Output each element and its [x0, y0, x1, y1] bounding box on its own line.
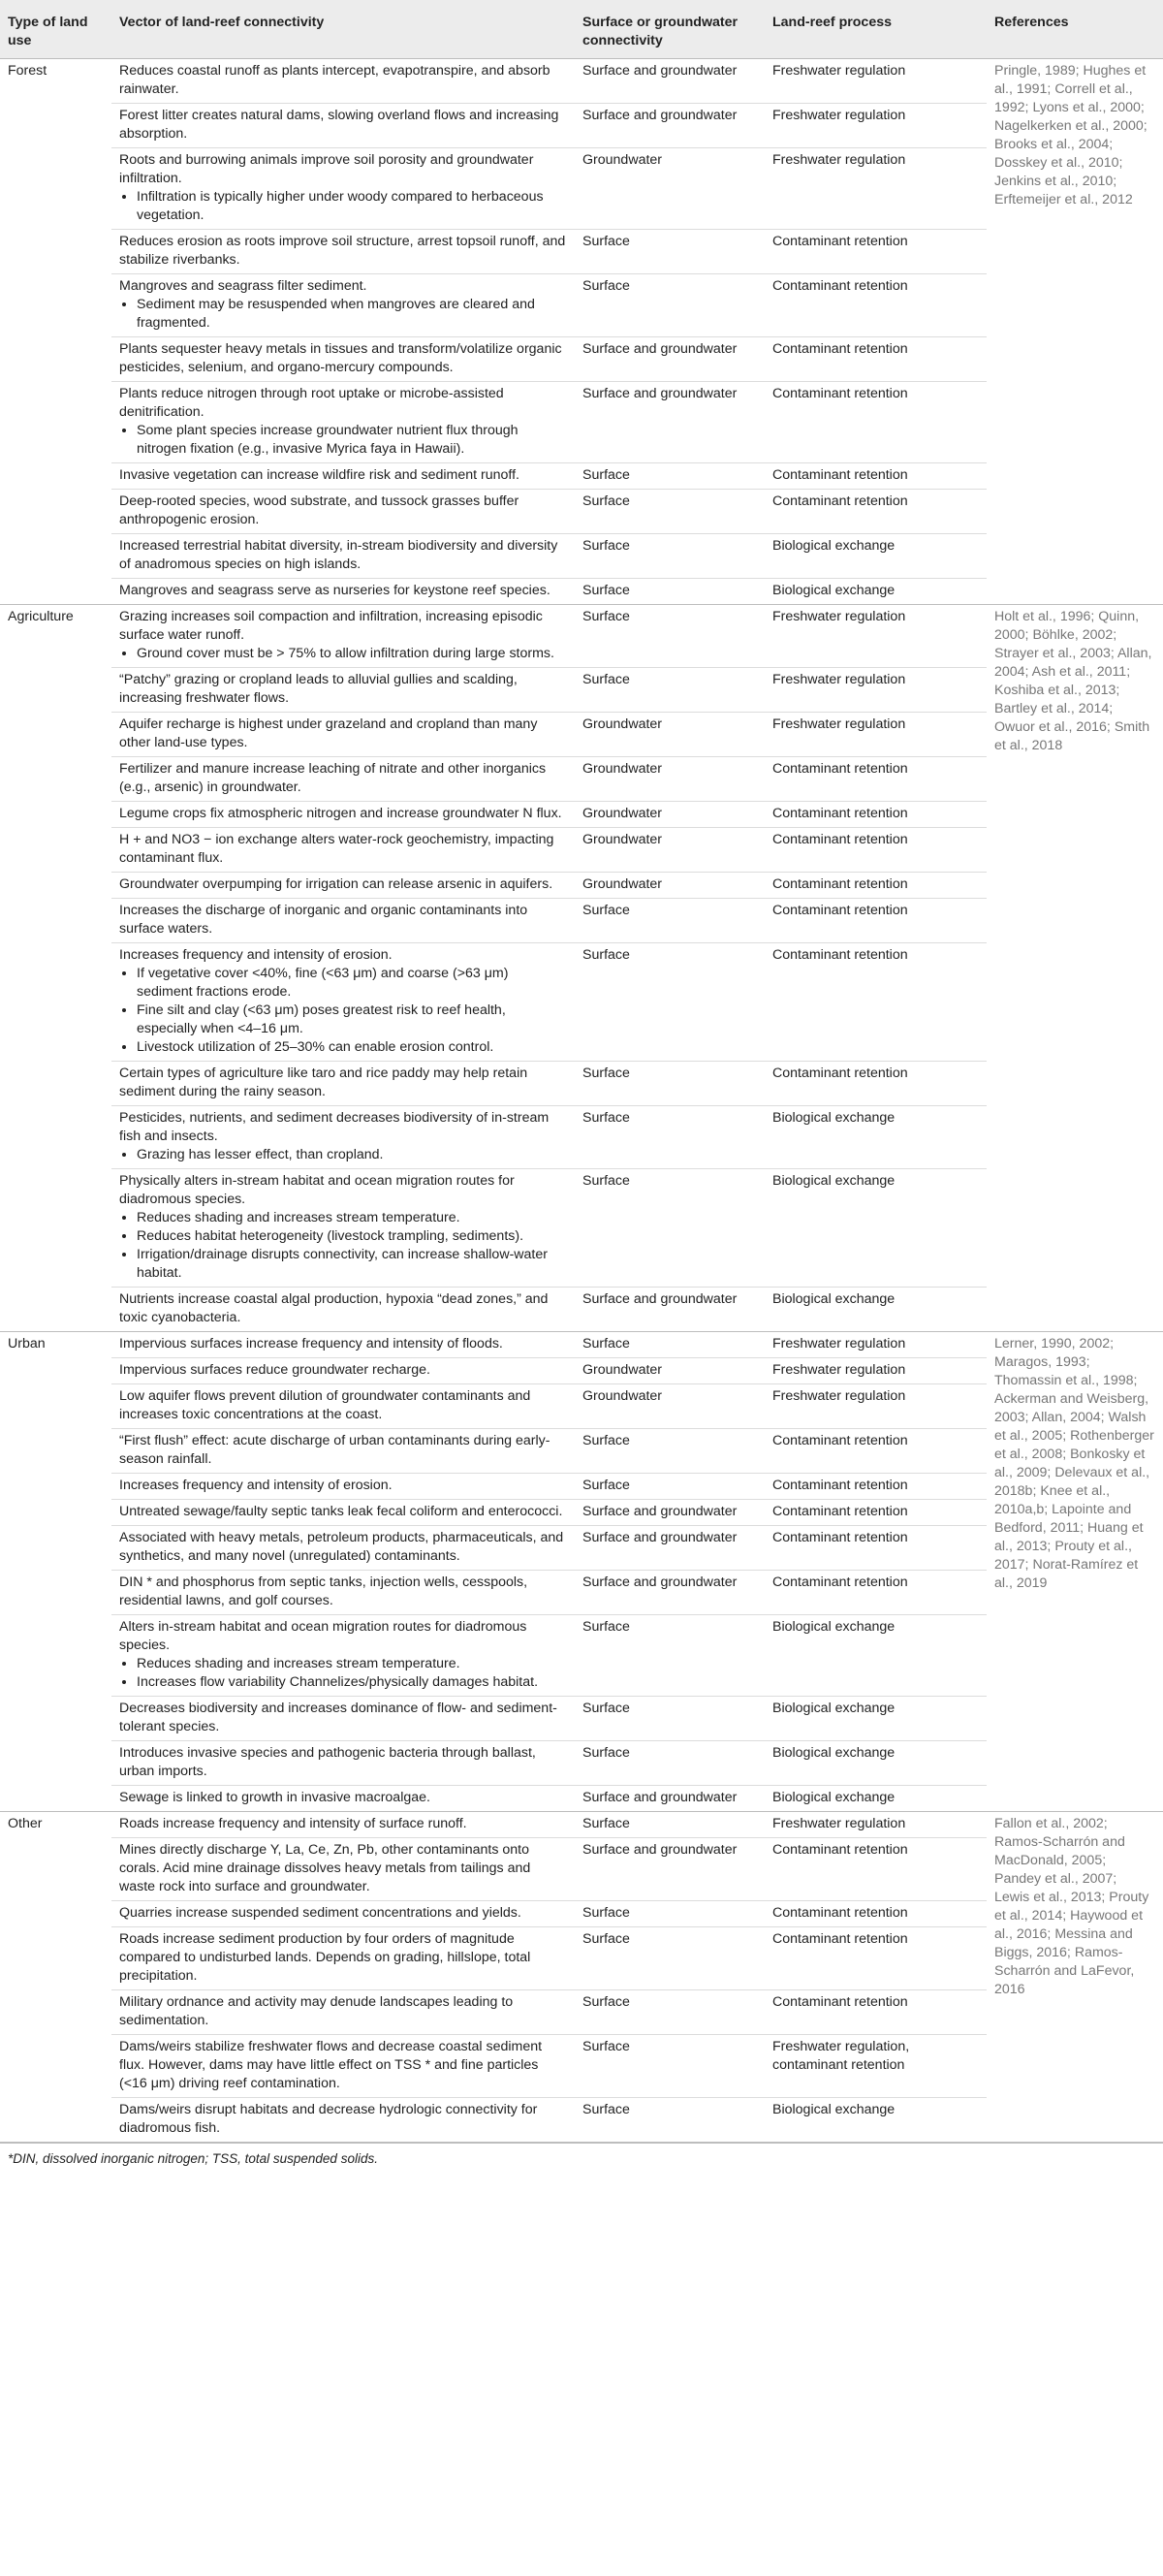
- vector-cell: [111, 1358, 575, 1384]
- vector-text: Introduces invasive species and pathogenic bacteria through ballast, urban imports.: [119, 1745, 536, 1779]
- vector-text: Impervious surfaces reduce groundwater recharge.: [119, 1362, 430, 1378]
- connectivity-cell: Groundwater: [575, 757, 765, 802]
- connectivity-cell: Groundwater: [575, 802, 765, 828]
- land-use-cell: Forest: [0, 59, 111, 605]
- table-row: [0, 605, 1163, 668]
- vector-text: Untreated sewage/faulty septic tanks leak fecal coliform and enterococci.: [119, 1504, 563, 1519]
- vector-cell: [111, 802, 575, 828]
- connectivity-cell: Surface and groundwater: [575, 1288, 765, 1332]
- vector-cell: [111, 1697, 575, 1741]
- vector-cell: [111, 1786, 575, 1812]
- process-cell: Freshwater regulation: [765, 1812, 987, 1838]
- vector-cell: [111, 1288, 575, 1332]
- process-cell: Biological exchange: [765, 1288, 987, 1332]
- connectivity-cell: Surface: [575, 1812, 765, 1838]
- bullet-item: • Increases flow variability Channelizes/physically damages habitat.: [137, 1673, 567, 1692]
- process-cell: Contaminant retention: [765, 1474, 987, 1500]
- process-cell: Freshwater regulation: [765, 1332, 987, 1358]
- process-cell: Biological exchange: [765, 579, 987, 605]
- process-cell: Freshwater regulation: [765, 1384, 987, 1429]
- process-cell: Contaminant retention: [765, 490, 987, 534]
- vector-text: Grazing increases soil compaction and infiltration, increasing episodic surface water runoff.: [119, 609, 543, 643]
- table-row: [0, 1812, 1163, 1838]
- vector-text: Roads increase sediment production by four orders of magnitude compared to undisturbed lands. Depends on grading, hillslope, total precipitation.: [119, 1931, 531, 1984]
- vector-text: Pesticides, nutrients, and sediment decreases biodiversity of in-stream fish and insects.: [119, 1110, 550, 1144]
- connectivity-cell: Groundwater: [575, 1358, 765, 1384]
- connectivity-cell: Surface and groundwater: [575, 104, 765, 148]
- vector-cell: [111, 1526, 575, 1571]
- vector-cell: [111, 274, 575, 337]
- land-use-cell: Other: [0, 1812, 111, 2143]
- connectivity-cell: Surface: [575, 230, 765, 274]
- process-cell: Biological exchange: [765, 1697, 987, 1741]
- vector-text: Physically alters in-stream habitat and ocean migration routes for diadromous species.: [119, 1173, 515, 1207]
- connectivity-cell: Surface: [575, 1106, 765, 1169]
- vector-text: Dams/weirs disrupt habitats and decrease hydrologic connectivity for diadromous fish.: [119, 2102, 538, 2136]
- table-row: [0, 1332, 1163, 1358]
- process-cell: Contaminant retention: [765, 382, 987, 463]
- process-cell: Contaminant retention: [765, 1429, 987, 1474]
- table-body: [0, 59, 1163, 2143]
- vector-cell: [111, 1812, 575, 1838]
- bullet-list: [119, 965, 567, 1057]
- vector-text: Deep-rooted species, wood substrate, and tussock grasses buffer anthropogenic erosion.: [119, 493, 519, 527]
- vector-text: Groundwater overpumping for irrigation can release arsenic in aquifers.: [119, 876, 553, 892]
- connectivity-cell: Surface: [575, 605, 765, 668]
- vector-text: Reduces coastal runoff as plants intercept, evapotranspire, and absorb rainwater.: [119, 63, 550, 97]
- bullet-list: [119, 296, 567, 333]
- connectivity-cell: Surface and groundwater: [575, 59, 765, 104]
- header-references: References: [987, 0, 1163, 59]
- process-cell: Biological exchange: [765, 1106, 987, 1169]
- bullet-item: • Grazing has lesser effect, than cropland.: [137, 1146, 567, 1164]
- connectivity-cell: Surface: [575, 463, 765, 490]
- vector-text: Associated with heavy metals, petroleum products, pharmaceuticals, and synthetics, and many novel (unregulated) contaminants.: [119, 1530, 564, 1564]
- vector-cell: [111, 1062, 575, 1106]
- header-vector: Vector of land-reef connectivity: [111, 0, 575, 59]
- vector-cell: [111, 463, 575, 490]
- bullet-item: • Livestock utilization of 25–30% can enable erosion control.: [137, 1038, 567, 1057]
- references-cell: Fallon et al., 2002; Ramos-Scharrón and MacDonald, 2005; Pandey et al., 2007; Lewis et al., 2013; Prouty et al., 2014; Haywood et al., 2016; Messina and Biggs, 2016; Ramos-Scharrón and LaFevor, 2016: [987, 1812, 1163, 2143]
- process-cell: Biological exchange: [765, 1741, 987, 1786]
- vector-cell: [111, 337, 575, 382]
- vector-cell: [111, 1332, 575, 1358]
- vector-text: Forest litter creates natural dams, slowing overland flows and increasing absorption.: [119, 108, 559, 142]
- vector-cell: [111, 899, 575, 943]
- vector-text: “First flush” effect: acute discharge of urban contaminants during early-season rainfall.: [119, 1433, 550, 1467]
- vector-text: Mangroves and seagrass serve as nurseries for keystone reef species.: [119, 583, 550, 598]
- connectivity-cell: Surface: [575, 579, 765, 605]
- process-cell: Contaminant retention: [765, 1901, 987, 1927]
- vector-text: “Patchy” grazing or cropland leads to alluvial gullies and scalding, increasing freshwater flows.: [119, 672, 518, 706]
- connectivity-cell: Surface: [575, 2035, 765, 2098]
- connectivity-cell: Surface: [575, 274, 765, 337]
- vector-text: Mines directly discharge Y, La, Ce, Zn, Pb, other contaminants onto corals. Acid mine drainage dissolves heavy metals from tailings and waste rock into surface and groundwater.: [119, 1842, 531, 1894]
- vector-cell: [111, 1384, 575, 1429]
- land-use-cell: Urban: [0, 1332, 111, 1812]
- process-cell: Contaminant retention: [765, 1526, 987, 1571]
- process-cell: Contaminant retention: [765, 274, 987, 337]
- process-cell: Contaminant retention: [765, 943, 987, 1062]
- connectivity-cell: Surface: [575, 1697, 765, 1741]
- connectivity-cell: Groundwater: [575, 828, 765, 873]
- connectivity-cell: Surface: [575, 1901, 765, 1927]
- connectivity-cell: Surface and groundwater: [575, 1571, 765, 1615]
- vector-cell: [111, 1927, 575, 1990]
- vector-cell: [111, 943, 575, 1062]
- vector-cell: [111, 828, 575, 873]
- bullet-item: • If vegetative cover <40%, fine (<63 μm) and coarse (>63 μm) sediment fractions erode.: [137, 965, 567, 1002]
- vector-text: Invasive vegetation can increase wildfire risk and sediment runoff.: [119, 467, 519, 483]
- vector-cell: [111, 668, 575, 713]
- process-cell: Freshwater regulation, contaminant retention: [765, 2035, 987, 2098]
- bullet-item: • Reduces shading and increases stream temperature.: [137, 1209, 567, 1227]
- vector-text: Nutrients increase coastal algal production, hypoxia “dead zones,” and toxic cyanobacteria.: [119, 1291, 549, 1325]
- vector-cell: [111, 490, 575, 534]
- vector-text: Mangroves and seagrass filter sediment.: [119, 278, 367, 294]
- process-cell: Biological exchange: [765, 1615, 987, 1697]
- bullet-item: • Reduces habitat heterogeneity (livestock trampling, sediments).: [137, 1227, 567, 1246]
- vector-cell: [111, 1474, 575, 1500]
- process-cell: Contaminant retention: [765, 873, 987, 899]
- bullet-item: • Ground cover must be > 75% to allow infiltration during large storms.: [137, 645, 567, 663]
- connectivity-cell: Surface: [575, 2098, 765, 2143]
- process-cell: Freshwater regulation: [765, 59, 987, 104]
- vector-text: Low aquifer flows prevent dilution of groundwater contaminants and increases toxic concentrations at the coast.: [119, 1388, 531, 1422]
- vector-text: Alters in-stream habitat and ocean migration routes for diadromous species.: [119, 1619, 527, 1653]
- process-cell: Contaminant retention: [765, 1990, 987, 2035]
- process-cell: Freshwater regulation: [765, 668, 987, 713]
- process-cell: Contaminant retention: [765, 337, 987, 382]
- vector-text: Reduces erosion as roots improve soil structure, arrest topsoil runoff, and stabilize riverbanks.: [119, 234, 566, 268]
- header-land-use: Type of land use: [0, 0, 111, 59]
- connectivity-cell: Surface: [575, 1169, 765, 1288]
- vector-cell: [111, 230, 575, 274]
- vector-cell: [111, 148, 575, 230]
- connectivity-cell: Surface: [575, 1615, 765, 1697]
- vector-text: Impervious surfaces increase frequency and intensity of floods.: [119, 1336, 503, 1352]
- vector-cell: [111, 1429, 575, 1474]
- connectivity-cell: Surface and groundwater: [575, 1838, 765, 1901]
- vector-text: Increases frequency and intensity of erosion.: [119, 1478, 393, 1493]
- connectivity-cell: Surface: [575, 1990, 765, 2035]
- header-row: [0, 0, 1163, 59]
- bullet-list: [119, 188, 567, 225]
- connectivity-cell: Groundwater: [575, 713, 765, 757]
- connectivity-cell: Surface: [575, 490, 765, 534]
- connectivity-cell: Surface: [575, 943, 765, 1062]
- process-cell: Biological exchange: [765, 2098, 987, 2143]
- vector-cell: [111, 382, 575, 463]
- vector-cell: [111, 1615, 575, 1697]
- footnote: *DIN, dissolved inorganic nitrogen; TSS, total suspended solids.: [0, 2143, 1163, 2174]
- vector-cell: [111, 2098, 575, 2143]
- bullet-item: • Sediment may be resuspended when mangroves are cleared and fragmented.: [137, 296, 567, 333]
- process-cell: Contaminant retention: [765, 1927, 987, 1990]
- vector-cell: [111, 605, 575, 668]
- connectivity-cell: Surface and groundwater: [575, 337, 765, 382]
- references-cell: Lerner, 1990, 2002; Maragos, 1993; Thomassin et al., 1998; Ackerman and Weisberg, 2003; Allan, 2004; Walsh et al., 2005; Rothenberger et al., 2008; Bonkosky et al., 2009; Delevaux et al., 2018b; Knee et al., 2010a,b; Lapointe and Bedford, 2011; Huang et al., 2013; Prouty et al., 2017; Norat-Ramírez et al., 2019: [987, 1332, 1163, 1812]
- connectivity-cell: Surface and groundwater: [575, 1526, 765, 1571]
- connectivity-cell: Groundwater: [575, 873, 765, 899]
- connectivity-cell: Surface: [575, 668, 765, 713]
- bullet-item: • Irrigation/drainage disrupts connectivity, can increase shallow-water habitat.: [137, 1246, 567, 1283]
- connectivity-cell: Surface: [575, 1062, 765, 1106]
- process-cell: Biological exchange: [765, 1169, 987, 1288]
- process-cell: Contaminant retention: [765, 1500, 987, 1526]
- connectivity-cell: Surface: [575, 899, 765, 943]
- process-cell: Contaminant retention: [765, 757, 987, 802]
- vector-cell: [111, 1901, 575, 1927]
- vector-text: Quarries increase suspended sediment concentrations and yields.: [119, 1905, 521, 1921]
- process-cell: Contaminant retention: [765, 1062, 987, 1106]
- bullet-item: • Infiltration is typically higher under woody compared to herbaceous vegetation.: [137, 188, 567, 225]
- vector-text: Fertilizer and manure increase leaching of nitrate and other inorganics (e.g., arsenic) in groundwater.: [119, 761, 547, 795]
- header-process: Land-reef process: [765, 0, 987, 59]
- process-cell: Freshwater regulation: [765, 148, 987, 230]
- process-cell: Freshwater regulation: [765, 1358, 987, 1384]
- connectivity-cell: Surface: [575, 1474, 765, 1500]
- vector-text: Decreases biodiversity and increases dominance of flow- and sediment-tolerant species.: [119, 1701, 557, 1734]
- vector-cell: [111, 1169, 575, 1288]
- vector-cell: [111, 59, 575, 104]
- vector-text: DIN * and phosphorus from septic tanks, injection wells, cesspools, residential lawns, and golf courses.: [119, 1574, 528, 1608]
- vector-text: Increases frequency and intensity of erosion.: [119, 947, 393, 963]
- table-row: [0, 59, 1163, 104]
- bullet-item: • Some plant species increase groundwater nutrient flux through nitrogen fixation (e.g., invasive Myrica faya in Hawaii).: [137, 422, 567, 459]
- process-cell: Biological exchange: [765, 1786, 987, 1812]
- vector-text: Plants reduce nitrogen through root uptake or microbe-assisted denitrification.: [119, 386, 504, 420]
- bullet-item: • Reduces shading and increases stream temperature.: [137, 1655, 567, 1673]
- vector-text: Increased terrestrial habitat diversity, in-stream biodiversity and diversity of anadromous species on high islands.: [119, 538, 558, 572]
- process-cell: Freshwater regulation: [765, 605, 987, 668]
- connectivity-cell: Surface and groundwater: [575, 1786, 765, 1812]
- connectivity-cell: Surface: [575, 1332, 765, 1358]
- vector-text: Sewage is linked to growth in invasive macroalgae.: [119, 1790, 430, 1805]
- vector-cell: [111, 579, 575, 605]
- bullet-list: [119, 1209, 567, 1283]
- vector-text: Roads increase frequency and intensity of surface runoff.: [119, 1816, 467, 1831]
- vector-cell: [111, 1741, 575, 1786]
- vector-cell: [111, 534, 575, 579]
- process-cell: Freshwater regulation: [765, 104, 987, 148]
- connectivity-cell: Surface and groundwater: [575, 382, 765, 463]
- vector-text: Aquifer recharge is highest under grazeland and cropland than many other land-use types.: [119, 716, 538, 750]
- process-cell: Contaminant retention: [765, 1838, 987, 1901]
- references-cell: Pringle, 1989; Hughes et al., 1991; Correll et al., 1992; Lyons et al., 2000; Nagelkerken et al., 2000; Brooks et al., 2004; Dosskey et al., 2010; Jenkins et al., 2010; Erftemeijer et al., 2012: [987, 59, 1163, 605]
- header-connectivity: Surface or groundwater connectivity: [575, 0, 765, 59]
- bullet-list: [119, 645, 567, 663]
- connectivity-cell: Surface: [575, 534, 765, 579]
- vector-text: Increases the discharge of inorganic and organic contaminants into surface waters.: [119, 903, 528, 937]
- vector-text: Plants sequester heavy metals in tissues and transform/volatilize organic pesticides, selenium, and organo-mercury compounds.: [119, 341, 562, 375]
- connectivity-cell: Surface and groundwater: [575, 1500, 765, 1526]
- table-header: [0, 0, 1163, 59]
- vector-text: Dams/weirs stabilize freshwater flows and decrease coastal sediment flux. However, dams may have little effect on TSS * and fine particles (<16 μm) driving reef contamination.: [119, 2039, 543, 2091]
- process-cell: Biological exchange: [765, 534, 987, 579]
- process-cell: Contaminant retention: [765, 802, 987, 828]
- vector-text: Roots and burrowing animals improve soil porosity and groundwater infiltration.: [119, 152, 534, 186]
- vector-cell: [111, 1838, 575, 1901]
- vector-text: Military ordnance and activity may denude landscapes leading to sedimentation.: [119, 1994, 514, 2028]
- bullet-list: [119, 422, 567, 459]
- vector-cell: [111, 2035, 575, 2098]
- process-cell: Contaminant retention: [765, 828, 987, 873]
- bullet-list: [119, 1146, 567, 1164]
- vector-cell: [111, 757, 575, 802]
- connectivity-cell: Groundwater: [575, 148, 765, 230]
- bullet-list: [119, 1655, 567, 1692]
- vector-cell: [111, 1106, 575, 1169]
- land-use-cell: Agriculture: [0, 605, 111, 1332]
- vector-cell: [111, 1500, 575, 1526]
- connectivity-cell: Groundwater: [575, 1384, 765, 1429]
- vector-cell: [111, 104, 575, 148]
- process-cell: Contaminant retention: [765, 1571, 987, 1615]
- vector-cell: [111, 1571, 575, 1615]
- process-cell: Contaminant retention: [765, 230, 987, 274]
- vector-text: H + and NO3 − ion exchange alters water-rock geochemistry, impacting contaminant flux.: [119, 832, 554, 866]
- connectivity-cell: Surface: [575, 1429, 765, 1474]
- vector-text: Legume crops fix atmospheric nitrogen and increase groundwater N flux.: [119, 806, 562, 821]
- vector-cell: [111, 873, 575, 899]
- bullet-item: • Fine silt and clay (<63 μm) poses greatest risk to reef health, especially when <4–16 μm.: [137, 1002, 567, 1038]
- connectivity-cell: Surface: [575, 1927, 765, 1990]
- vector-cell: [111, 1990, 575, 2035]
- process-cell: Contaminant retention: [765, 463, 987, 490]
- vector-text: Certain types of agriculture like taro and rice paddy may help retain sediment during the rainy season.: [119, 1065, 528, 1099]
- process-cell: Freshwater regulation: [765, 713, 987, 757]
- connectivity-cell: Surface: [575, 1741, 765, 1786]
- process-cell: Contaminant retention: [765, 899, 987, 943]
- vector-cell: [111, 713, 575, 757]
- references-cell: Holt et al., 1996; Quinn, 2000; Böhlke, 2002; Strayer et al., 2003; Allan, 2004; Ash et al., 2011; Koshiba et al., 2013; Bartley et al., 2014; Owuor et al., 2016; Smith et al., 2018: [987, 605, 1163, 1332]
